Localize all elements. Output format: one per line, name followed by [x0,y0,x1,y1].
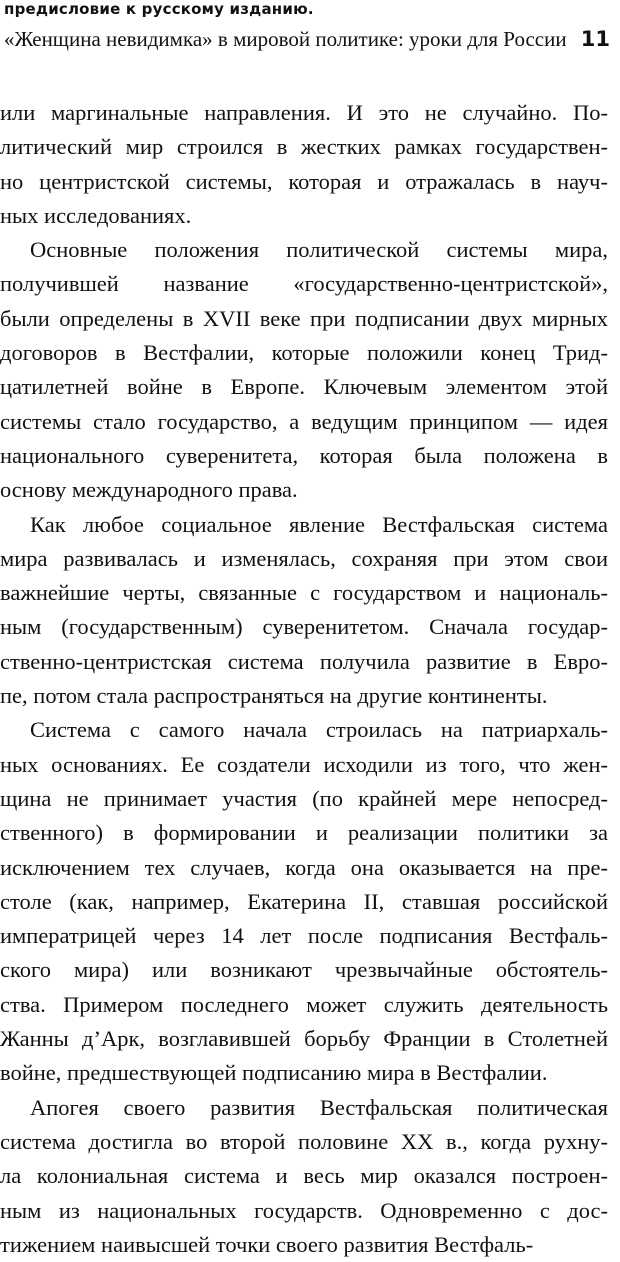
paragraph-line: литический мир строился в жестких рамках государствен- [0,134,608,160]
paragraph-line: ным (государственным) суверенитетом. Сначала государ- [0,614,608,640]
paragraph-line: ных основаниях. Ее создатели исходили из того, что жен- [0,751,608,777]
paragraph-line: мира развивалась и изменялась, сохраняя при этом свои [0,545,608,571]
paragraph-line: или маргинальные направления. И это не случайно. По- [0,100,608,125]
paragraph-line: Жанны д’Арк, возглавившей борьбу Франции в Столетней [0,1026,608,1052]
paragraph-line: императрицей через 14 лет после подписания Вестфаль- [0,923,608,949]
header-row [4,18,614,54]
paragraph-line: исключением тех случаев, когда она оказывается на пре- [0,854,608,880]
paragraph-line: национального суверенитета, которая была положена в [0,442,608,468]
paragraph-line: цатилетней войне в Европе. Ключевым элементом этой [0,374,608,400]
paragraph-line: Основные положения политической системы мира, [30,237,608,263]
paragraph-line: но центристской системы, которая и отражалась в науч- [0,168,608,194]
paragraph-line: ственного) в формировании и реализации политики за [0,820,608,846]
paragraph-line: ства. Примером последнего может служить деятельность [0,991,608,1017]
paragraph-line: ственно-центристская система получила развитие в Евро- [0,648,608,674]
paragraph-line: ных исследованиях. [0,202,192,228]
paragraph-line: войне, предшествующей подписанию мира в Вестфалии. [0,1060,548,1086]
paragraph-line: Как любое социальное явление Вестфальская система [30,511,608,537]
paragraph-line: важнейшие черты, связанные с государством и националь- [0,580,608,606]
header-book-title: «Женщина невидимка» в мировой политике: уроки для России [4,27,567,51]
header-section-title: предисловие к русскому изданию. [4,0,314,18]
paragraph-line: ным из национальных государств. Одновременно с дос- [0,1197,608,1223]
paragraph-line: ла колониальная система и весь мир оказался построен- [0,1163,608,1189]
paragraph-line: системы стало государство, а ведущим принципом — идея [0,408,608,434]
paragraph-line: договоров в Вестфалии, которые положили конец Трид- [0,340,608,366]
paragraph-line: тижением наивысшей точки своего развития Вестфаль- [0,1231,534,1257]
page-number: 11 [580,27,610,51]
body-text [0,96,608,1262]
paragraph-line: Апогея своего развития Вестфальская политическая [30,1094,608,1120]
paragraph-line: были определены в XVII веке при подписании двух мирных [0,305,608,331]
paragraph-line: основу международного права. [0,477,298,503]
paragraph-line: Система с самого начала строилась на патриархаль- [30,717,608,743]
paragraph-line: ского мира) или возникают чрезвычайные обстоятель- [0,957,608,983]
paragraph-line: щина не принимает участия (по крайней мере непосред- [0,785,608,811]
paragraph-line: столе (как, например, Екатерина II, ставшая российской [0,888,608,914]
paragraph-line: пе, потом стала распространяться на другие континенты. [0,683,548,709]
running-header [4,0,614,54]
paragraph-line: получившей название «государственно-центристской», [0,271,608,297]
paragraph-line: система достигла во второй половине XX в., когда рухну- [0,1128,608,1154]
